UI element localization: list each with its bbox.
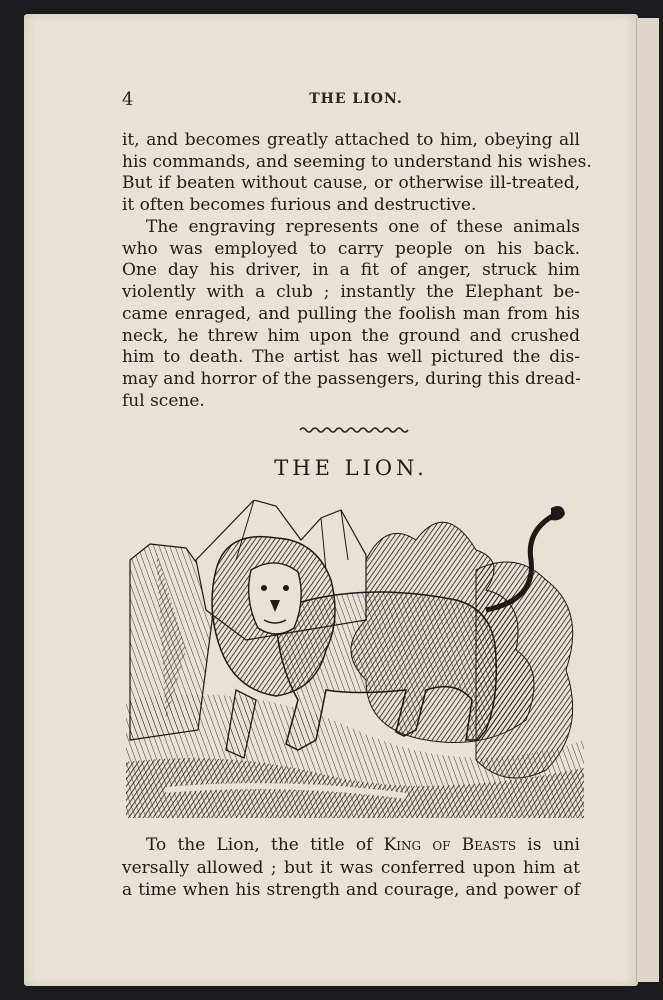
text-line: his commands, and seeming to understand his wishes. (122, 151, 592, 172)
paragraph-2 (122, 217, 580, 412)
text-line: who was employed to carry people on his back. (122, 238, 580, 259)
paragraph-3 (122, 834, 580, 902)
text-line: may and horror of the passengers, during this dread- (122, 368, 581, 389)
text-line: ful scene. (122, 390, 205, 411)
lion-engraving (126, 500, 584, 818)
text-line: versally allowed ; but it was conferred upon him at (122, 857, 580, 878)
text-line: One day his driver, in a fit of anger, struck him (122, 260, 580, 281)
text-run: is uni (516, 835, 580, 855)
text-run: To the Lion, the title of (146, 835, 384, 855)
text-line: it often becomes furious and destructive. (122, 195, 477, 216)
text-line: came enraged, and pulling the foolish man from his (122, 303, 580, 324)
text-line: a time when his strength and courage, and power of (122, 880, 580, 900)
text-line: him to death. The artist has well pictured the dis- (122, 347, 580, 368)
text-line: it, and becomes greatly attached to him, obeying all (122, 130, 580, 150)
ornamental-rule (298, 424, 410, 436)
section-title: THE LION. (274, 456, 428, 480)
text-line: The engraving represents one of these animals (146, 217, 580, 237)
small-caps-phrase: King of Beasts (383, 835, 517, 855)
next-page-edge (636, 18, 659, 982)
running-head-title: THE LION. (309, 91, 403, 107)
text-line: violently with a club ; instantly the Elephant be- (122, 282, 580, 303)
text-line (122, 834, 580, 857)
running-head (122, 89, 590, 113)
page-number: 4 (122, 89, 134, 110)
text-line: neck, he threw him upon the ground and crushed (122, 325, 580, 346)
text-line: But if beaten without cause, or otherwise ill-treated, (122, 173, 580, 194)
paragraph-1 (122, 130, 592, 217)
